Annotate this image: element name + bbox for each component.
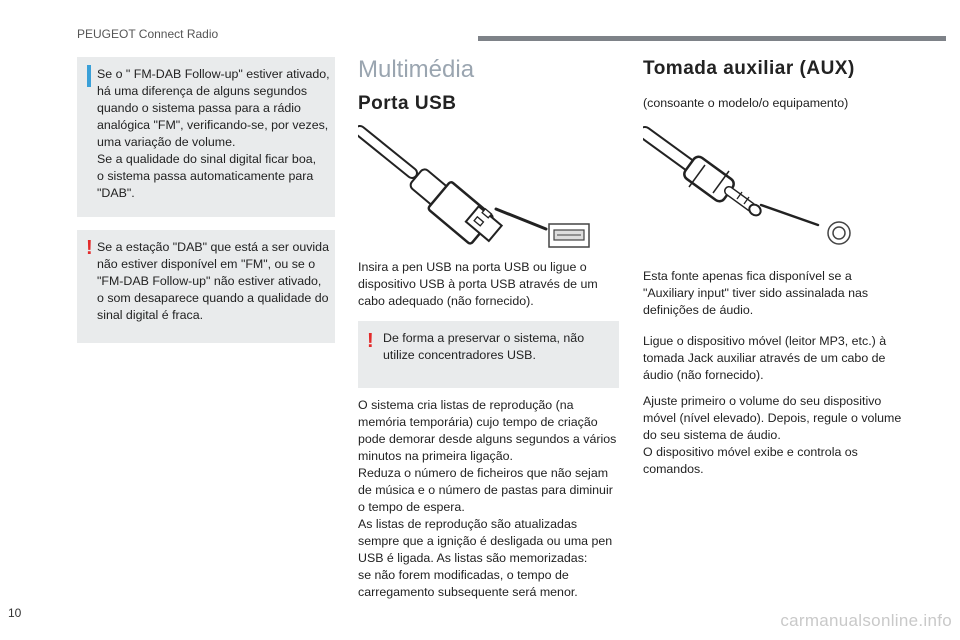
page-number: 10 — [8, 606, 22, 620]
warning-note-line: não estiver disponível em "FM", ou se o — [97, 257, 316, 271]
watermark: carmanualsonline.info — [780, 611, 952, 630]
aux-line: O dispositivo móvel exibe e controla os — [643, 445, 858, 459]
aux-line: "Auxiliary input" tiver sido assinalada nas — [643, 286, 869, 300]
info-bar-icon — [87, 65, 91, 87]
usb-plug-icon — [358, 123, 598, 248]
info-note-line: analógica "FM", verificando-se, por vezes, — [97, 118, 329, 132]
aux-line: do seu sistema de áudio. — [643, 428, 781, 442]
usb-body-line: USB é ligada. As listas são memorizadas: — [358, 551, 588, 565]
aux-subtitle: Tomada auxiliar (AUX) — [643, 58, 855, 79]
usb-intro-line: dispositivo USB à porta USB através de um — [358, 277, 598, 291]
usb-warning-note — [358, 321, 619, 388]
info-note-line: uma variação de volume. — [97, 135, 236, 149]
usb-subtitle: Porta USB — [358, 93, 457, 114]
warning-note — [77, 230, 335, 343]
aux-line: comandos. — [643, 462, 704, 476]
info-note-line: quando o sistema passa para a rádio — [97, 101, 301, 115]
aux-line: áudio (não fornecido). — [643, 368, 764, 382]
aux-paragraph-2 — [643, 333, 886, 384]
info-note-line: o sistema passa automaticamente para — [97, 169, 314, 183]
aux-line: Ajuste primeiro o volume do seu dispositivo — [643, 394, 882, 408]
usb-warning-line: De forma a preservar o sistema, não — [383, 331, 585, 345]
aux-line: Esta fonte apenas fica disponível se a — [643, 269, 852, 283]
aux-paragraph-1 — [643, 268, 868, 319]
usb-body-line: minutos na primeira ligação. — [358, 449, 513, 463]
usb-body-line: Reduza o número de ficheiros que não sejam — [358, 466, 609, 480]
usb-body-line: se não forem modificadas, o tempo de — [358, 568, 569, 582]
exclamation-icon: ! — [367, 330, 374, 352]
usb-body-line: sempre que a ignição é desligada ou uma pen — [358, 534, 613, 548]
jack-plug-icon — [643, 125, 863, 245]
section-title: Multimédia — [358, 56, 475, 83]
info-note-line: "DAB". — [97, 186, 135, 200]
header-rule — [478, 36, 946, 41]
info-note-line: há uma diferença de alguns segundos — [97, 84, 308, 98]
info-note-line: Se o " FM-DAB Follow-up" estiver ativado, — [97, 67, 330, 81]
usb-body-paragraph — [358, 397, 616, 601]
usb-intro-line: cabo adequado (não fornecido). — [358, 294, 534, 308]
aux-line: Ligue o dispositivo móvel (leitor MP3, etc.) à — [643, 334, 887, 348]
aux-line: tomada Jack auxiliar através de um cabo de — [643, 351, 886, 365]
warning-note-line: "FM-DAB Follow-up" não estiver ativado, — [97, 274, 322, 288]
info-note-line: Se a qualidade do sinal digital ficar boa, — [97, 152, 317, 166]
usb-body-line: memória temporária) cujo tempo de criação — [358, 415, 598, 429]
usb-body-line: O sistema cria listas de reprodução (na — [358, 398, 574, 412]
usb-body-line: carregamento subsequente será menor. — [358, 585, 578, 599]
aux-line: móvel (nível elevado). Depois, regule o volume — [643, 411, 902, 425]
aux-model-note: (consoante o modelo/o equipamento) — [643, 96, 849, 110]
running-header: PEUGEOT Connect Radio — [77, 27, 219, 41]
usb-body-line: o tempo de espera. — [358, 500, 465, 514]
usb-body-line: As listas de reprodução são atualizadas — [358, 517, 578, 531]
usb-body-line: pode demorar desde alguns segundos a vários — [358, 432, 617, 446]
usb-intro-line: Insira a pen USB na porta USB ou ligue o — [358, 260, 587, 274]
usb-warning-line: utilize concentradores USB. — [383, 348, 536, 362]
warning-note-line: o som desaparece quando a qualidade do — [97, 291, 329, 305]
usb-body-line: de música e o número de pastas para diminuir — [358, 483, 613, 497]
aux-paragraph-3 — [643, 393, 901, 478]
aux-line: definições de áudio. — [643, 303, 754, 317]
warning-note-line: Se a estação "DAB" que está a ser ouvida — [97, 240, 329, 254]
info-note — [77, 57, 335, 217]
usb-intro-paragraph — [358, 259, 598, 310]
warning-note-line: sinal digital é fraca. — [97, 308, 204, 322]
exclamation-icon: ! — [86, 237, 93, 259]
